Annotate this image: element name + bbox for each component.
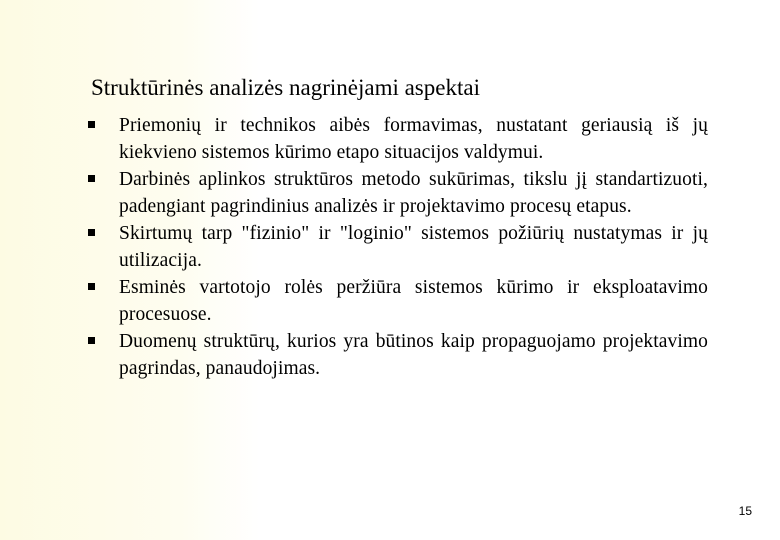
list-item [88, 166, 708, 220]
bullet-text: Esminės vartotojo rolės peržiūra sistemos kūrimo ir eksploatavimo procesuose. [119, 277, 708, 325]
square-bullet-icon [88, 175, 95, 182]
bullet-list [88, 112, 708, 382]
bullet-text: Skirtumų tarp "fizinio" ir "loginio" sistemos požiūrių nustatymas ir jų utilizacija. [119, 223, 708, 271]
square-bullet-icon [88, 337, 95, 344]
bullet-text: Priemonių ir technikos aibės formavimas, nustatant geriausią iš jų kiekvieno sistemos kūrimo etapo situacijos valdymui. [119, 115, 708, 163]
square-bullet-icon [88, 229, 95, 236]
slide-title: Struktūrinės analizės nagrinėjami aspektai [91, 75, 480, 100]
square-bullet-icon [88, 283, 95, 290]
bullet-text: Duomenų struktūrų, kurios yra būtinos kaip propaguojamo projektavimo pagrindas, panaudojimas. [119, 331, 708, 379]
list-item [88, 274, 708, 328]
page-number: 15 [738, 504, 752, 518]
list-item [88, 220, 708, 274]
list-item [88, 328, 708, 382]
list-item [88, 112, 708, 166]
square-bullet-icon [88, 121, 95, 128]
bullet-text: Darbinės aplinkos struktūros metodo sukūrimas, tikslu jį standartizuoti, padengiant pagrindinius analizės ir projektavimo procesų etapus. [119, 169, 708, 217]
